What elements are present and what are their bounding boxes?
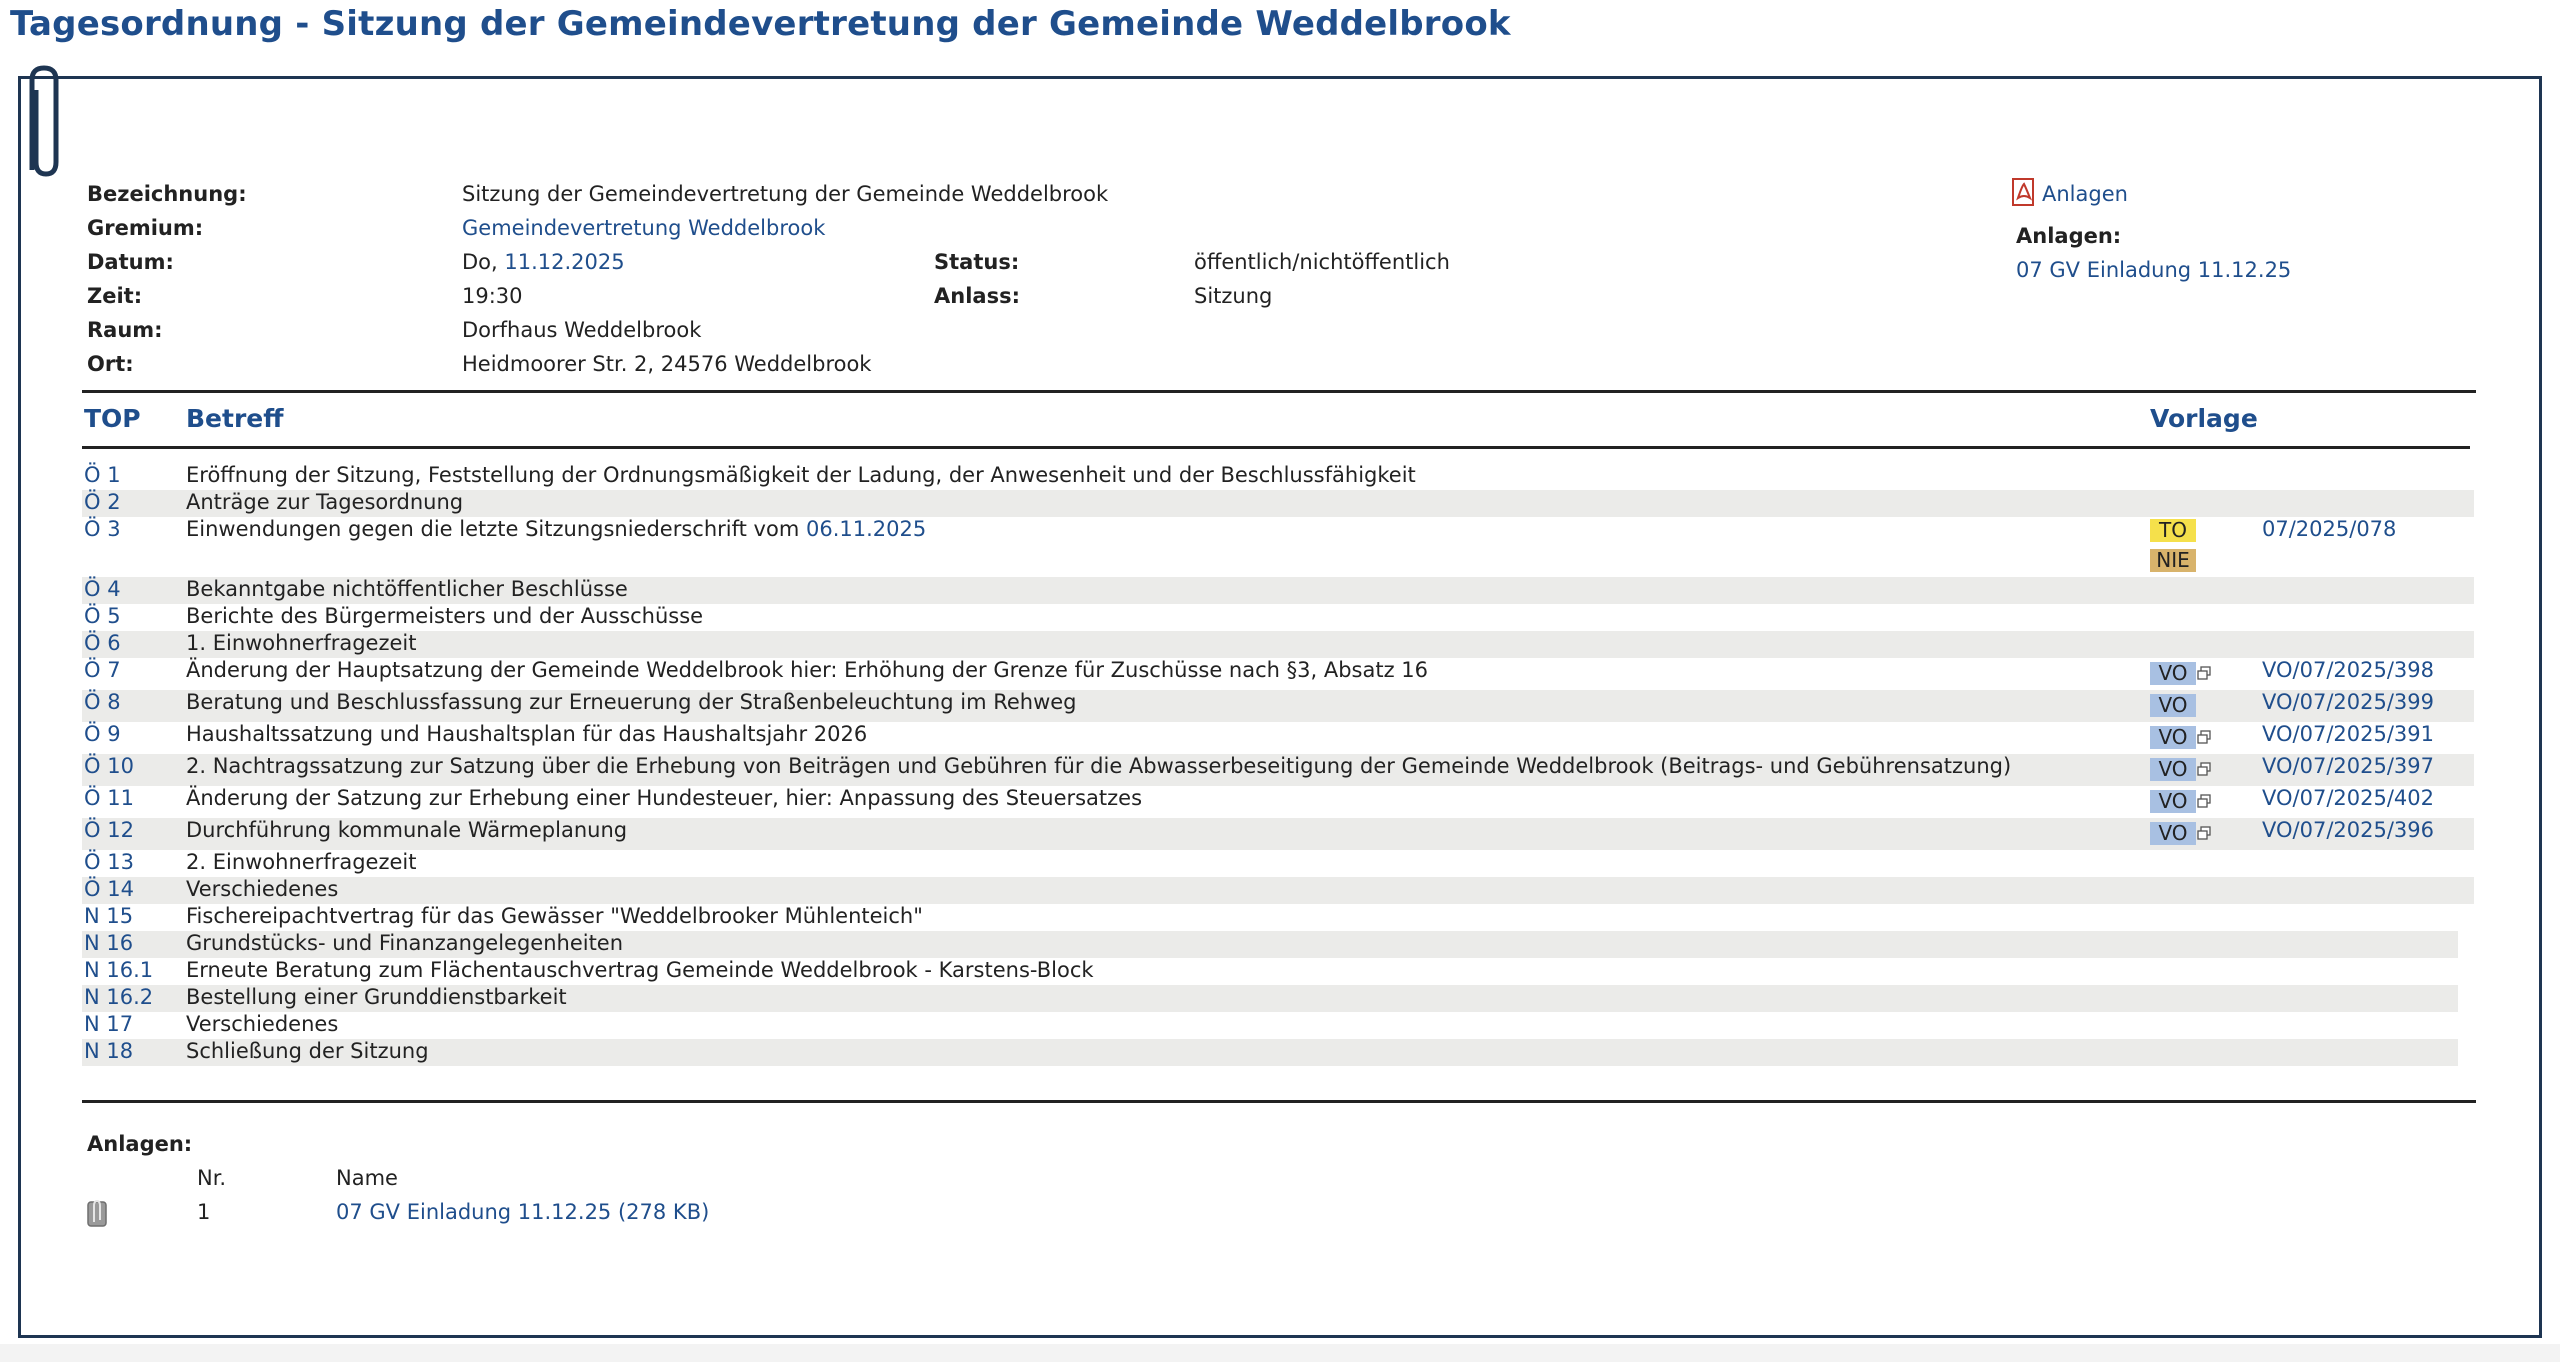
agenda-subject: Änderung der Satzung zur Erhebung einer Hundesteuer, hier: Anpassung des Steuersatzes [186, 786, 1143, 810]
top-number-link[interactable]: Ö 4 [84, 577, 121, 601]
gremium-link[interactable]: Gemeindevertretung Weddelbrook [462, 216, 826, 240]
anlass-value: Sitzung [1194, 284, 1273, 308]
vorlage-link[interactable]: VO/07/2025/399 [2262, 690, 2434, 714]
side-anlagen-label: Anlagen: [2016, 224, 2122, 248]
agenda-subject: Anträge zur Tagesordnung [186, 490, 464, 514]
agenda-row [82, 1039, 2458, 1066]
agenda-subject: Bekanntgabe nichtöffentlicher Beschlüsse [186, 577, 628, 601]
attachment-clip-icon [86, 1198, 108, 1228]
agenda-subject: Eröffnung der Sitzung, Feststellung der Ordnungsmäßigkeit der Ladung, der Anwesenheit und der Beschlussfähigkeit [186, 463, 1416, 487]
divider-bottom [82, 1100, 2476, 1103]
agenda-row [82, 985, 2458, 1012]
top-number-link[interactable]: N 16.1 [84, 958, 154, 982]
top-number-link[interactable]: Ö 12 [84, 818, 134, 842]
gremium-label: Gremium: [87, 216, 204, 240]
anlagen-link[interactable]: Anlagen [2042, 182, 2128, 206]
agenda-subject: Erneute Beratung zum Flächentauschvertrag Gemeinde Weddelbrook - Karstens-Block [186, 958, 1094, 982]
side-anlage-file-link[interactable]: 07 GV Einladung 11.12.25 [2016, 258, 2292, 282]
top-number-link[interactable]: Ö 13 [84, 850, 134, 874]
top-number-link[interactable]: Ö 9 [84, 722, 121, 746]
vo-badge[interactable]: VO [2150, 726, 2196, 749]
agenda-subject: 2. Einwohnerfragezeit [186, 850, 417, 874]
vo-badge[interactable]: VO [2150, 662, 2196, 685]
agenda-subject [186, 517, 926, 541]
col-header-betreff: Betreff [186, 404, 284, 433]
datum-value [462, 250, 625, 274]
agenda-row [82, 463, 2474, 490]
top-number-link[interactable]: Ö 1 [84, 463, 121, 487]
col-header-top: TOP [84, 404, 141, 433]
agenda-subject: Grundstücks- und Finanzangelegenheiten [186, 931, 624, 955]
vorlage-link[interactable]: VO/07/2025/402 [2262, 786, 2434, 810]
agenda-row [82, 786, 2474, 818]
agenda-row [82, 604, 2474, 631]
status-label: Status: [934, 250, 1020, 274]
top-number-link[interactable]: Ö 8 [84, 690, 121, 714]
attachments-col-nr: Nr. [197, 1166, 227, 1190]
agenda-row [82, 754, 2474, 786]
vorlage-link[interactable]: VO/07/2025/398 [2262, 658, 2434, 682]
agenda-row [82, 577, 2474, 604]
agenda-subject: Durchführung kommunale Wärmeplanung [186, 818, 628, 842]
popup-window-icon[interactable] [2197, 666, 2211, 680]
vorlage-link[interactable]: 07/2025/078 [2262, 517, 2397, 541]
niederschrift-date-link[interactable]: 06.11.2025 [805, 517, 927, 541]
page-title: Tagesordnung - Sitzung der Gemeindevertretung der Gemeinde Weddelbrook [10, 4, 1511, 44]
agenda-row [82, 818, 2474, 850]
top-number-link[interactable]: N 17 [84, 1012, 134, 1036]
divider-header [82, 446, 2470, 449]
agenda-row [82, 904, 2458, 931]
attachments-col-name: Name [336, 1166, 398, 1190]
bezeichnung-value: Sitzung der Gemeindevertretung der Gemeinde Weddelbrook [462, 182, 1109, 206]
top-number-link[interactable]: Ö 5 [84, 604, 121, 628]
paperclip-icon [22, 62, 68, 180]
agenda-subject: Beratung und Beschlussfassung zur Erneuerung der Straßenbeleuchtung im Rehweg [186, 690, 1077, 714]
agenda-subject-text: Einwendungen gegen die letzte Sitzungsniederschrift vom [186, 517, 800, 541]
zeit-label: Zeit: [87, 284, 143, 308]
vo-badge[interactable]: VO [2150, 822, 2196, 845]
agenda-row [82, 490, 2474, 517]
vorlage-link[interactable]: VO/07/2025/391 [2262, 722, 2434, 746]
agenda-row [82, 958, 2458, 985]
agenda-row [82, 850, 2474, 877]
agenda-row [82, 1012, 2458, 1039]
top-number-link[interactable]: N 16.2 [84, 985, 154, 1009]
popup-window-icon[interactable] [2197, 826, 2211, 840]
vo-badge[interactable]: VO [2150, 758, 2196, 781]
popup-window-icon[interactable] [2197, 762, 2211, 776]
raum-label: Raum: [87, 318, 163, 342]
top-number-link[interactable]: Ö 3 [84, 517, 121, 541]
top-number-link[interactable]: N 18 [84, 1039, 134, 1063]
vo-badge[interactable]: VO [2150, 790, 2196, 813]
agenda-subject: Haushaltssatzung und Haushaltsplan für das Haushaltsjahr 2026 [186, 722, 868, 746]
top-number-link[interactable]: Ö 14 [84, 877, 134, 901]
vo-badge[interactable]: VO [2150, 694, 2196, 717]
agenda-subject: Schließung der Sitzung [186, 1039, 429, 1063]
agenda-subject: Verschiedenes [186, 877, 339, 901]
agenda-subject: Änderung der Hauptsatzung der Gemeinde Weddelbrook hier: Erhöhung der Grenze für Zuschüsse nach §3, Absatz 16 [186, 658, 1428, 682]
bottom-band [0, 1344, 2560, 1362]
agenda-subject: 1. Einwohnerfragezeit [186, 631, 417, 655]
agenda-subject: Verschiedenes [186, 1012, 339, 1036]
agenda-row [82, 631, 2474, 658]
agenda-row [82, 931, 2458, 958]
agenda-row [82, 877, 2474, 904]
agenda-subject: 2. Nachtragssatzung zur Satzung über die Erhebung von Beiträgen und Gebühren für die Abwasserbeseitigung der Gemeinde Weddelbrook (Beitrags- und Gebührensatzung) [186, 754, 2012, 778]
popup-window-icon[interactable] [2197, 794, 2211, 808]
pdf-icon [2010, 178, 2038, 206]
agenda-row [82, 517, 2474, 577]
zeit-value: 19:30 [462, 284, 523, 308]
raum-value: Dorfhaus Weddelbrook [462, 318, 702, 342]
attachments-label: Anlagen: [87, 1132, 193, 1156]
ort-value: Heidmoorer Str. 2, 24576 Weddelbrook [462, 352, 872, 376]
top-number-link[interactable]: Ö 11 [84, 786, 134, 810]
datum-link[interactable]: 11.12.2025 [504, 250, 625, 274]
ort-label: Ort: [87, 352, 134, 376]
top-number-link[interactable]: Ö 6 [84, 631, 121, 655]
nie-badge[interactable]: NIE [2150, 549, 2196, 572]
col-header-vorlage: Vorlage [2150, 404, 2258, 433]
agenda-subject: Berichte des Bürgermeisters und der Ausschüsse [186, 604, 704, 628]
top-number-link[interactable]: Ö 7 [84, 658, 121, 682]
top-number-link[interactable]: Ö 2 [84, 490, 121, 514]
agenda-row [82, 658, 2474, 690]
agenda-row [82, 690, 2474, 722]
top-number-link[interactable]: N 16 [84, 931, 134, 955]
popup-window-icon[interactable] [2197, 730, 2211, 744]
vorlage-link[interactable]: VO/07/2025/397 [2262, 754, 2434, 778]
top-number-link[interactable]: Ö 10 [84, 754, 134, 778]
divider-top [82, 390, 2476, 393]
agenda-subject: Bestellung einer Grunddienstbarkeit [186, 985, 567, 1009]
attachment-nr: 1 [197, 1200, 211, 1224]
top-number-link[interactable]: N 15 [84, 904, 134, 928]
agenda-row [82, 722, 2474, 754]
anlass-label: Anlass: [934, 284, 1020, 308]
attachment-file-link[interactable]: 07 GV Einladung 11.12.25 (278 KB) [336, 1200, 710, 1224]
to-badge[interactable]: TO [2150, 519, 2196, 542]
vorlage-link[interactable]: VO/07/2025/396 [2262, 818, 2434, 842]
bezeichnung-label: Bezeichnung: [87, 182, 247, 206]
datum-day: Do, [462, 250, 498, 274]
datum-label: Datum: [87, 250, 174, 274]
agenda-subject: Fischereipachtvertrag für das Gewässer "Weddelbrooker Mühlenteich" [186, 904, 923, 928]
status-value: öffentlich/nichtöffentlich [1194, 250, 1450, 274]
